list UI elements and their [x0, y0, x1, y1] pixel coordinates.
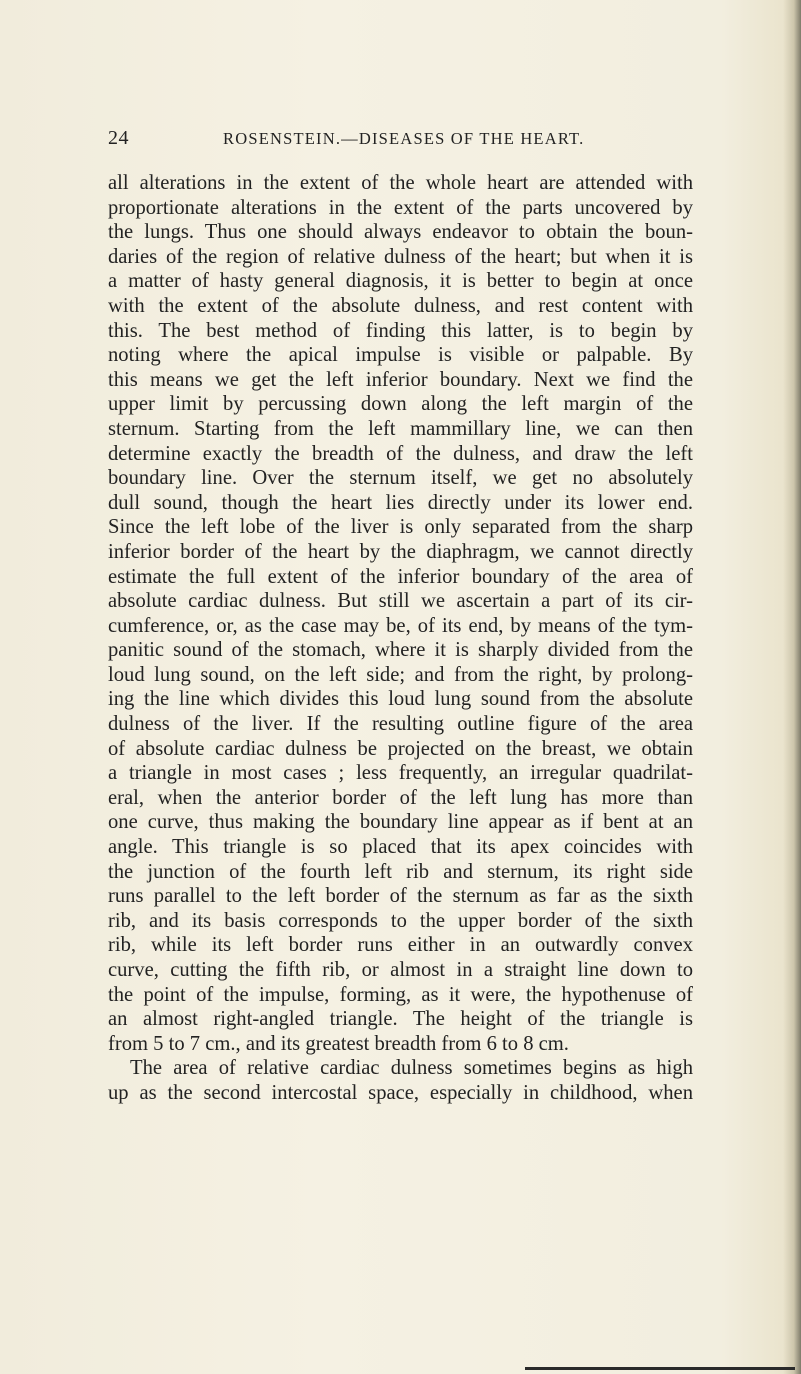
text-line: this means we get the left inferior boundary. Next we find the — [108, 368, 693, 391]
text-line: up as the second intercostal space, especially in childhood, when — [108, 1081, 693, 1104]
text-line: Since the left lobe of the liver is only separated from the sharp — [108, 516, 693, 539]
page-edge-line — [525, 1367, 795, 1370]
text-line: of absolute cardiac dulness be projected on the breast, we obtain — [108, 737, 693, 760]
text-line: noting where the apical impulse is visible or palpable. By — [108, 344, 693, 367]
text-line: dulness of the liver. If the resulting outline figure of the area — [108, 713, 693, 736]
text-line: runs parallel to the left border of the sternum as far as the sixth — [108, 885, 693, 908]
text-line: an almost right-angled triangle. The height of the triangle is — [108, 1008, 693, 1031]
text-line: rib, while its left border runs either in an outwardly convex — [108, 934, 693, 957]
text-line: inferior border of the heart by the diaphragm, we cannot directly — [108, 540, 693, 563]
text-line: determine exactly the breadth of the dulness, and draw the left — [108, 442, 693, 465]
body-text — [108, 171, 693, 1106]
text-line: curve, cutting the fifth rib, or almost in a straight line down to — [108, 959, 693, 981]
text-line: loud lung sound, on the left side; and from the right, by prolong- — [108, 663, 693, 686]
text-line: the lungs. Thus one should always endeavor to obtain the boun- — [108, 221, 693, 244]
text-line: cumference, or, as the case may be, of its end, by means of the tym- — [108, 614, 693, 637]
page-header — [108, 127, 693, 157]
text-line: daries of the region of relative dulness of the heart; but when it is — [108, 245, 693, 268]
page-edge-shadow — [783, 0, 801, 1374]
text-line: panitic sound of the stomach, where it is sharply divided from the — [108, 639, 693, 662]
text-line: absolute cardiac dulness. But still we ascertain a part of its cir- — [108, 590, 693, 613]
text-line: rib, and its basis corresponds to the upper border of the sixth — [108, 909, 693, 932]
running-head: ROSENSTEIN.—DISEASES OF THE HEART. — [223, 129, 585, 148]
text-line: upper limit by percussing down along the left margin of the — [108, 393, 693, 416]
text-line: all alterations in the extent of the whole heart are attended with — [108, 172, 693, 194]
page-number: 24 — [108, 127, 129, 149]
text-line: proportionate alterations in the extent of the parts uncovered by — [108, 196, 693, 219]
text-line: boundary line. Over the sternum itself, we get no absolutely — [108, 467, 693, 490]
text-line: the point of the impulse, forming, as it were, the hypothenuse of — [108, 983, 693, 1006]
text-line: eral, when the anterior border of the left lung has more than — [108, 786, 693, 809]
text-line: from 5 to 7 cm., and its greatest breadth from 6 to 8 cm. — [108, 1032, 569, 1055]
text-line: a matter of hasty general diagnosis, it is better to begin at once — [108, 270, 693, 293]
text-line: dull sound, though the heart lies directly under its lower end. — [108, 491, 693, 514]
text-line: one curve, thus making the boundary line appear as if bent at an — [108, 811, 693, 834]
text-line: a triangle in most cases ; less frequently, an irregular quadrilat- — [108, 762, 693, 785]
text-line: ing the line which divides this loud lung sound from the absolute — [108, 688, 693, 711]
text-line: estimate the full extent of the inferior boundary of the area of — [108, 565, 693, 588]
text-line: with the extent of the absolute dulness, and rest content with — [108, 294, 693, 317]
text-line: angle. This triangle is so placed that its apex coincides with — [108, 836, 693, 859]
text-line: the junction of the fourth left rib and sternum, its right side — [108, 860, 693, 883]
text-line: The area of relative cardiac dulness sometimes begins as high — [130, 1057, 693, 1080]
text-line: this. The best method of finding this latter, is to begin by — [108, 319, 693, 342]
text-line: sternum. Starting from the left mammillary line, we can then — [108, 417, 693, 440]
